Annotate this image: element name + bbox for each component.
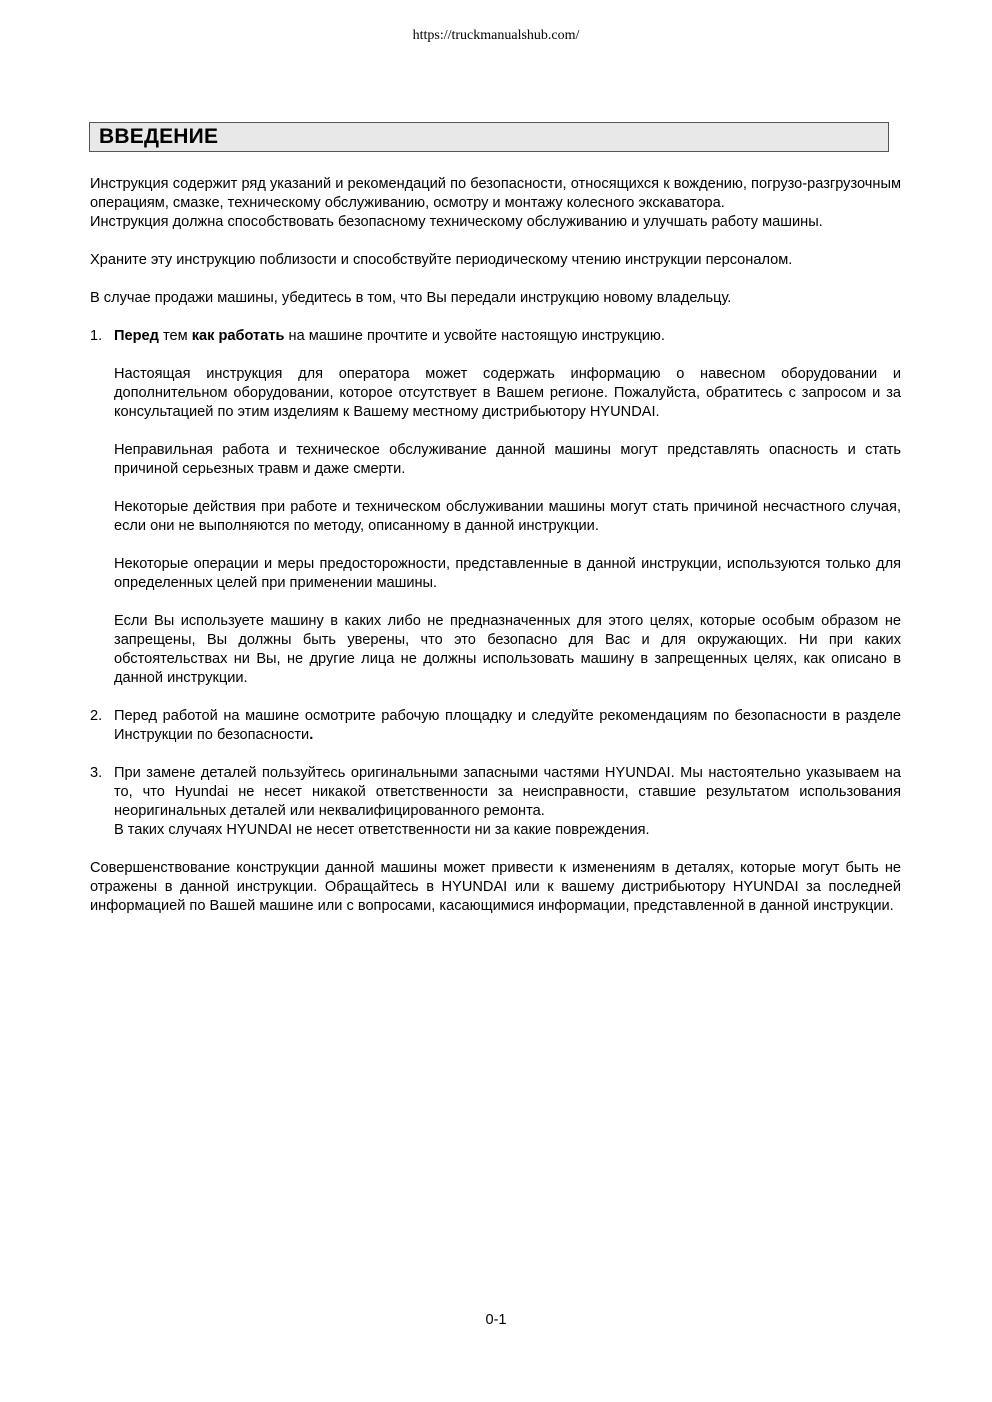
intro-paragraph-2: Инструкция должна способствовать безопасному техническому обслуживанию и улучшать работу машины. (90, 214, 823, 230)
intro-paragraph-3: Храните эту инструкцию поблизости и способствуйте периодическому чтению инструкции персоналом. (90, 252, 793, 268)
section-title: ВВЕДЕНИЕ (99, 125, 219, 148)
page-number: 0-1 (485, 1312, 507, 1328)
closing-paragraph: Совершенствование конструкции данной машины может привести к изменениям в деталях, которые могут быть не отражены в данной инструкции. Обращайтесь в HYUNDAI или к вашему дистрибьютору HYUNDAI за последней информацией по Вашей машине или с вопросами, касающимися информации, представленной в данной инструкции. (90, 860, 901, 914)
list-item-3-text: При замене деталей пользуйтесь оригинальными запасными частями HYUNDAI. Мы настоятельно указываем на то, что Hyundai не несет никакой ответственности за неисправности, ставшие результатом использования неоригинальных деталей или неквалифицированного ремонта. (114, 765, 901, 819)
section-title-box (89, 122, 889, 152)
list-item-1-paragraph-2: Неправильная работа и техническое обслуживание данной машины могут представлять опасность и стать причиной серьезных травм и даже смерти. (114, 442, 901, 477)
list-item-3-text-2: В таких случаях HYUNDAI не несет ответственности ни за какие повреждения. (114, 822, 650, 838)
list-item-1-paragraph-4: Некоторые операции и меры предосторожности, представленные в данной инструкции, используются только для определенных целей при применении машины. (114, 556, 901, 591)
list-item-number: 2. (90, 708, 103, 724)
lead-text-end: на машине прочтите и усвойте настоящую инструкцию. (284, 328, 665, 344)
intro-paragraph-4: В случае продажи машины, убедитесь в том, что Вы передали инструкцию новому владельцу. (90, 290, 732, 306)
list-item-3 (90, 764, 901, 840)
list-item-2-period: . (309, 727, 314, 743)
list-item-1-paragraph-1: Настоящая инструкция для оператора может содержать информацию о навесном оборудовании и дополнительном оборудовании, которое отсутствует в Вашем регионе. Пожалуйста, обратитесь с запросом и за консультацией по этим изделиям к Вашему местному дистрибьютору HYUNDAI. (114, 366, 901, 420)
list-item-number: 1. (90, 328, 103, 344)
bold-before: Перед (114, 328, 159, 344)
page-header-url: https://truckmanualshub.com/ (412, 28, 580, 43)
list-item-2 (90, 707, 901, 745)
list-item-1-lead (114, 327, 901, 346)
intro-paragraph-1: Инструкция содержит ряд указаний и рекомендаций по безопасности, относящихся к вождению, погрузо-разгрузочным операциям, смазке, техническому обслуживанию, осмотру и монтажу колесного экскаватора. (90, 176, 901, 211)
list-item-1-paragraph-5: Если Вы используете машину в каких либо не предназначенных для этого целях, которые особым образом не запрещены, Вы должны быть уверены, что это безопасно для Вас и для окружающих. Ни при каких обстоятельствах ни Вы, не другие лица не должны использовать машину в запрещенных целях, как описано в данной инструкции. (114, 613, 901, 686)
list-item-1 (90, 327, 901, 688)
lead-text: тем (158, 328, 192, 344)
list-item-number: 3. (90, 765, 103, 781)
document-body (90, 175, 901, 916)
list-item-2-text (114, 707, 901, 745)
list-item-2-body: Перед работой на машине осмотрите рабочую площадку и следуйте рекомендациям по безопасности в разделе Инструкции по безопасности (114, 708, 901, 743)
list-item-1-paragraph-3: Некоторые действия при работе и техническом обслуживании машины могут стать причиной несчастного случая, если они не выполняются по методу, описанному в данной инструкции. (114, 499, 901, 534)
bold-how-to-work: как работать (191, 328, 285, 344)
